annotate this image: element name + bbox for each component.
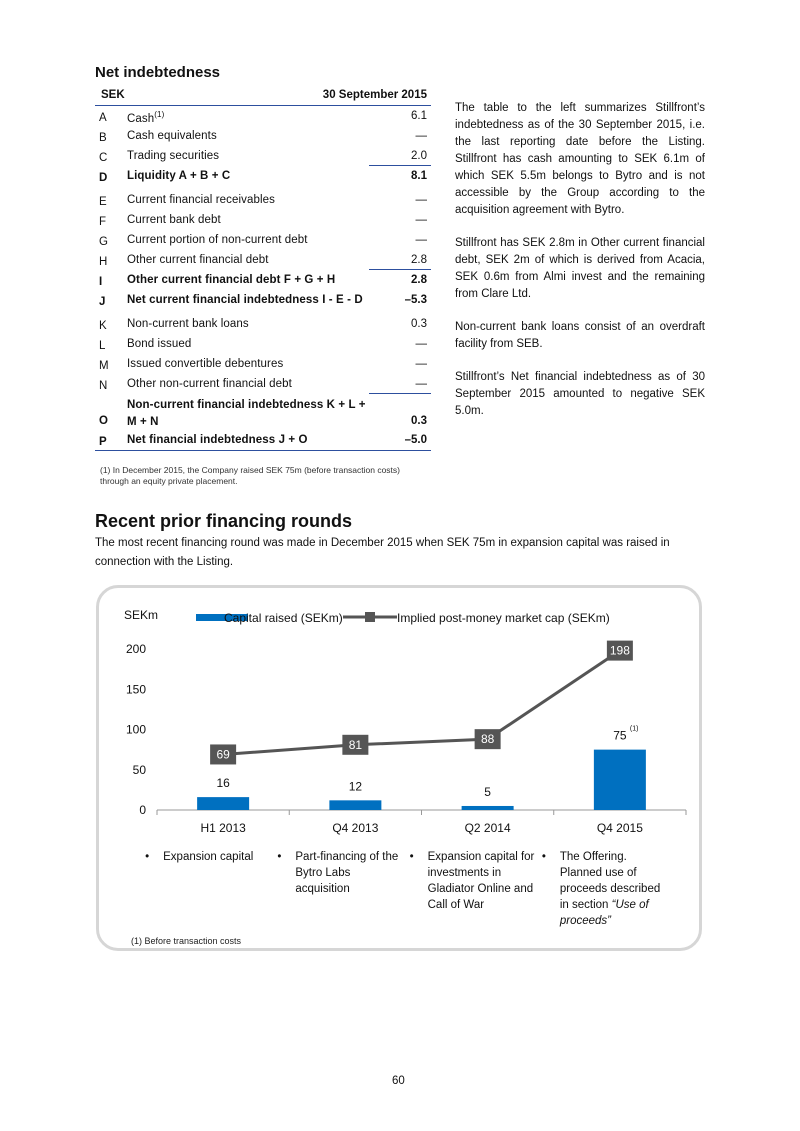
header-currency: SEK — [101, 89, 125, 101]
row-label — [127, 234, 308, 246]
row-label-text: Non-current financial indebtedness K + L + M + N — [127, 399, 366, 428]
commentary-paragraph-4: Stillfront’s Net financial indebtedness as of 30 September 2015 amounted to negative SEK 5.0m. — [455, 371, 705, 417]
row-value: 6.1 — [411, 110, 427, 122]
bar-data-label: 12 — [348, 779, 363, 794]
table-row — [95, 126, 431, 146]
row-label — [127, 294, 363, 306]
table-row — [95, 374, 431, 394]
section-title: Recent prior financing rounds — [95, 511, 353, 531]
row-letter: L — [99, 340, 106, 352]
table-row — [95, 394, 431, 430]
row-label-text: Bond issued — [127, 338, 192, 350]
row-label-text: Other current financial debt F + G + H — [127, 274, 336, 286]
description-text — [163, 849, 273, 865]
row-letter: O — [99, 415, 108, 427]
row-label — [127, 150, 219, 162]
row-letter: F — [99, 216, 107, 228]
table-body — [95, 106, 431, 451]
bar — [329, 800, 381, 810]
row-label-text: Current financial receivables — [127, 194, 275, 206]
commentary-paragraph-3: Non-current bank loans consist of an overdraft facility from SEB. — [455, 321, 705, 350]
legend-bar-label: Capital raised (SEKm) — [224, 611, 343, 625]
row-value: — — [415, 194, 427, 206]
net-indebtedness-table — [95, 86, 431, 451]
row-letter: D — [99, 172, 108, 184]
bullet-icon: • — [277, 851, 282, 863]
table-row — [95, 314, 431, 334]
table-row — [95, 106, 431, 126]
description-italic: “Use of proceeds” — [559, 899, 649, 927]
row-letter: A — [99, 112, 107, 124]
row-value: — — [415, 338, 427, 350]
table-row — [95, 166, 431, 186]
row-letter: B — [99, 132, 107, 144]
financing-chart-box — [96, 585, 702, 951]
section-intro: The most recent financing round was made in December 2015 when SEK 75m in expansion capital was raised in connection with the Listing. — [95, 537, 670, 568]
chart-footnote: (1) Before transaction costs — [131, 936, 242, 946]
bullet-icon: • — [541, 851, 546, 863]
line-data-label: 69 — [216, 747, 230, 762]
row-letter: J — [99, 296, 106, 308]
header-date: 30 September 2015 — [322, 89, 427, 101]
table-commentary — [455, 100, 705, 436]
row-label — [127, 378, 292, 390]
row-letter: N — [99, 380, 108, 392]
description-body: Part-financing of the Bytro Labs acquisition — [295, 851, 399, 895]
description-text — [295, 849, 405, 897]
y-tick-label: 150 — [125, 682, 146, 697]
row-value: 2.8 — [411, 254, 427, 266]
row-letter: K — [99, 320, 107, 332]
description-body: Expansion capital — [163, 851, 254, 863]
row-label-text: Trading securities — [127, 150, 220, 162]
row-label-text: Cash equivalents — [127, 130, 217, 142]
row-letter: G — [99, 236, 108, 248]
row-value: 0.3 — [411, 318, 427, 330]
row-label — [127, 358, 283, 370]
table-row — [95, 230, 431, 250]
line-data-label: 198 — [609, 643, 630, 658]
x-tick-label: Q4 2013 — [332, 821, 379, 835]
bar-data-label: 16 — [216, 776, 230, 791]
row-label-text: Issued convertible debentures — [127, 358, 284, 370]
bar — [594, 750, 646, 810]
row-value: — — [415, 130, 427, 142]
row-label-text: Net financial indebtedness J + O — [127, 434, 308, 446]
table-row — [95, 334, 431, 354]
row-label-text: Liquidity A + B + C — [127, 170, 231, 182]
description-text — [560, 849, 670, 929]
row-value: 8.1 — [411, 170, 427, 182]
row-value: 2.8 — [411, 274, 427, 286]
series-line — [223, 651, 620, 755]
line-data-label: 88 — [480, 732, 495, 747]
bar-data-label: 5 — [484, 784, 491, 799]
row-label-text: Other current financial debt — [127, 254, 269, 266]
description-body: The Offering. Planned use of proceeds described in section — [559, 851, 661, 911]
row-value: — — [415, 234, 427, 246]
commentary-paragraph-2: Stillfront has SEK 2.8m in Other current financial debt, SEK 2m of which is derived from Acacia, SEK 0.6m from Almi invest and the remaining from Clare Ltd. — [455, 237, 705, 300]
x-tick-label: Q2 2014 — [464, 821, 511, 835]
legend-line-marker — [365, 612, 375, 622]
row-label — [127, 318, 249, 330]
row-letter: H — [99, 256, 108, 268]
row-letter: M — [99, 360, 109, 372]
row-label — [127, 110, 164, 125]
bullet-icon: • — [145, 851, 150, 863]
table-row — [95, 146, 431, 166]
table-row — [95, 290, 431, 310]
bullet-icon: • — [409, 851, 414, 863]
row-letter: I — [99, 276, 103, 288]
bar — [462, 806, 514, 810]
y-axis-label: SEKm — [124, 608, 159, 622]
row-label — [127, 434, 308, 446]
y-tick-label: 0 — [139, 803, 146, 817]
row-value: — — [415, 214, 427, 226]
row-letter: E — [99, 196, 107, 208]
x-tick-label: Q4 2015 — [596, 821, 643, 835]
row-label — [127, 170, 230, 182]
y-tick-label: 100 — [125, 722, 146, 737]
line-data-label: 81 — [348, 737, 363, 752]
footnote-marker: (1) — [154, 110, 165, 119]
row-label — [127, 254, 269, 266]
table-title: Net indebtedness — [95, 64, 221, 81]
row-value: 2.0 — [411, 150, 427, 162]
y-tick-label: 50 — [132, 762, 146, 777]
row-letter: P — [99, 436, 107, 448]
row-label-text: Current bank debt — [127, 214, 221, 226]
table-footnote: (1) In December 2015, the Company raised SEK 75m (before transaction costs) through an equity private placement. — [100, 465, 401, 486]
bar-data-label: 75 — [613, 728, 627, 743]
row-label — [127, 130, 217, 142]
row-value: –5.0 — [404, 434, 427, 446]
table-row — [95, 430, 431, 451]
row-label — [127, 397, 377, 431]
row-letter: C — [99, 152, 108, 164]
y-tick-label: 200 — [125, 642, 146, 656]
legend-line-label: Implied post-money market cap (SEKm) — [397, 611, 610, 625]
description-body: Expansion capital for investments in Gladiator Online and Call of War — [427, 851, 535, 911]
bar-annotation: (1) — [629, 725, 639, 733]
table-header — [95, 86, 431, 106]
table-row — [95, 354, 431, 374]
row-label-text: Net current financial indebtedness I - E - D — [127, 294, 363, 306]
table-row — [95, 270, 431, 290]
row-label-text: Cash — [127, 112, 155, 125]
row-label — [127, 274, 335, 286]
row-value: –5.3 — [404, 294, 427, 306]
row-value: — — [415, 378, 427, 390]
page-number: 60 — [392, 1075, 405, 1087]
x-tick-label: H1 2013 — [200, 821, 246, 835]
table-row — [95, 190, 431, 210]
table-row — [95, 210, 431, 230]
description-text — [428, 849, 538, 913]
row-value: — — [415, 358, 427, 370]
row-label — [127, 214, 221, 226]
row-label — [127, 338, 191, 350]
bar — [197, 797, 249, 810]
commentary-paragraph-1: The table to the left summarizes Stillfront’s indebtedness as of the 30 September 2015, i.e. the last reporting date before the Listing. Stillfront has cash amounting to SEK 6.1m of which SEK 5.5m belongs to Bytro and is not accessible by the Group according to the acquisition agreement with Bytro. — [455, 102, 705, 216]
table-row — [95, 250, 431, 270]
row-label-text: Current portion of non-current debt — [127, 234, 308, 246]
row-label-text: Non-current bank loans — [127, 318, 249, 330]
row-value: 0.3 — [411, 415, 427, 427]
row-label-text: Other non-current financial debt — [127, 378, 292, 390]
row-label — [127, 194, 275, 206]
